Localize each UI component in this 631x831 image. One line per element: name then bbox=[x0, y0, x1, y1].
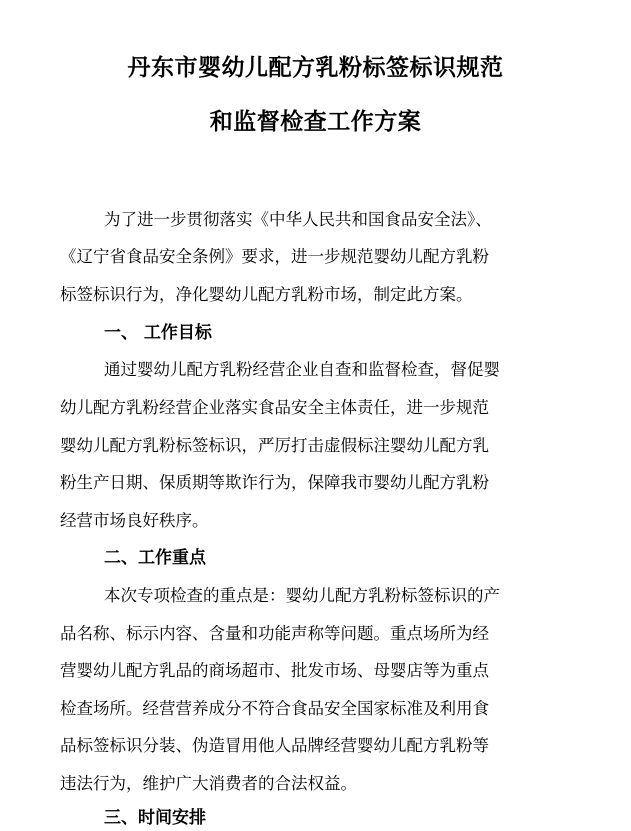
section-2-heading: 二、工作重点 bbox=[104, 548, 206, 568]
document-title-line-1: 丹东市婴幼儿配方乳粉标签标识规范 bbox=[127, 55, 504, 81]
section-1-line-1: 通过婴幼儿配方乳粉经营企业自查和监督检查，督促婴 bbox=[104, 360, 500, 379]
section-1-line-2: 幼儿配方乳粉经营企业落实食品安全主体责任，进一步规范 bbox=[60, 398, 489, 417]
section-2-line-5: 品标签标识分装、伪造冒用他人品牌经营婴幼儿配方乳粉等 bbox=[60, 736, 489, 755]
section-2-line-2: 品名称、标示内容、含量和功能声称等问题。重点场所为经 bbox=[60, 624, 489, 643]
section-2-line-1: 本次专项检查的重点是：婴幼儿配方乳粉标签标识的产 bbox=[104, 586, 500, 605]
document-title-line-2: 和监督检查工作方案 bbox=[209, 109, 422, 135]
intro-line-1: 为了进一步贯彻落实《中华人民共和国食品安全法》、 bbox=[104, 210, 492, 229]
section-1-line-4: 粉生产日期、保质期等欺诈行为，保障我市婴幼儿配方乳粉 bbox=[60, 473, 489, 492]
section-2-line-6: 违法行为，维护广大消费者的合法权益。 bbox=[60, 774, 357, 793]
intro-line-3: 标签标识行为，净化婴幼儿配方乳粉市场，制定此方案。 bbox=[60, 285, 473, 304]
section-1-line-5: 经营市场良好秩序。 bbox=[60, 511, 209, 530]
section-2-line-3: 营婴幼儿配方乳品的商场超市、批发市场、母婴店等为重点 bbox=[60, 661, 489, 680]
section-1-heading: 一、 工作目标 bbox=[104, 323, 212, 343]
section-1-line-3: 婴幼儿配方乳粉标签标识，严厉打击虚假标注婴幼儿配方乳 bbox=[60, 436, 489, 455]
section-3-heading: 三、时间安排 bbox=[104, 808, 206, 828]
intro-line-2: 《辽宁省食品安全条例》要求，进一步规范婴幼儿配方乳粉 bbox=[60, 247, 489, 266]
section-2-line-4: 检查场所。经营营养成分不符合食品安全国家标准及利用食 bbox=[60, 699, 489, 718]
